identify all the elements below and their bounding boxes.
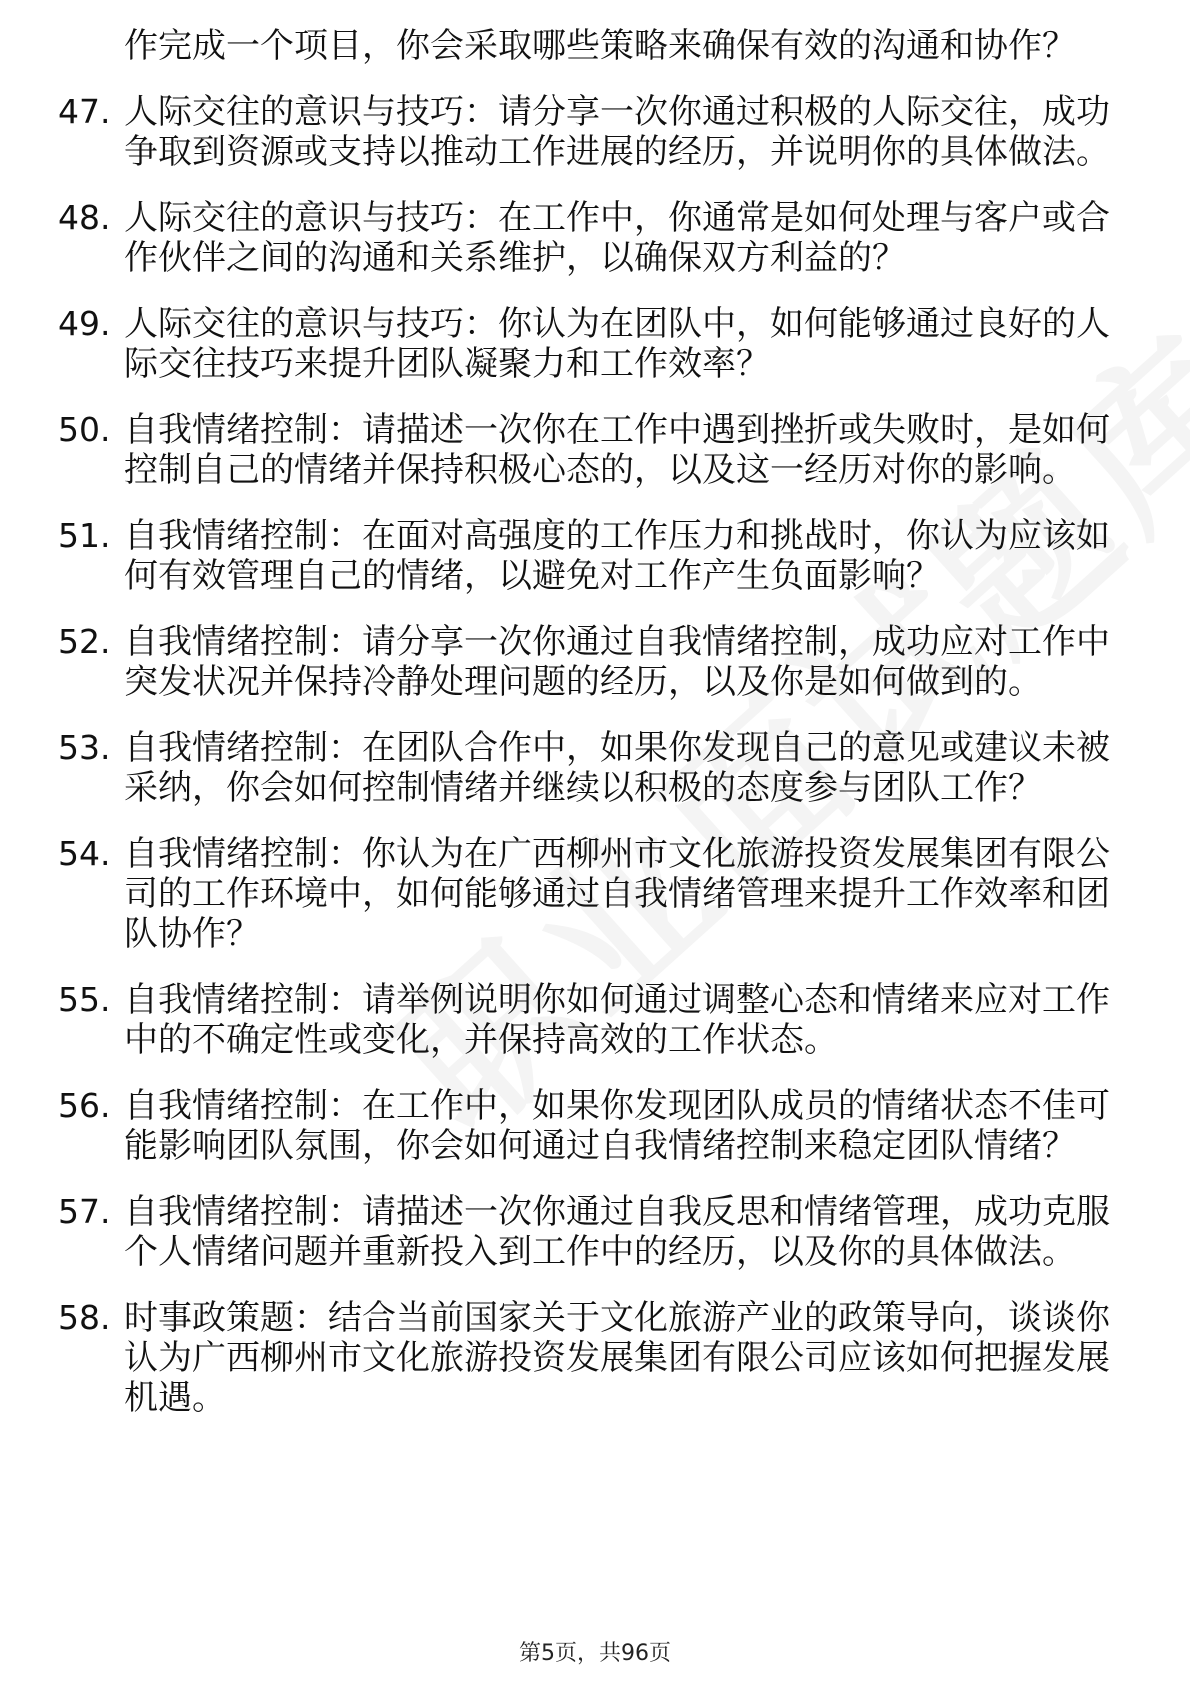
item-text: 自我情绪控制：请分享一次你通过自我情绪控制，成功应对工作中突发状况并保持冷静处理问题的经历，以及你是如何做到的。 [124, 622, 1110, 702]
list-item [58, 1192, 1118, 1272]
item-number: 50. [58, 410, 111, 449]
item-number: 55. [58, 980, 111, 1019]
item-number: 47. [58, 92, 111, 131]
item-number: 49. [58, 304, 111, 343]
item-text: 人际交往的意识与技巧：请分享一次你通过积极的人际交往，成功争取到资源或支持以推动工作进展的经历，并说明你的具体做法。 [124, 92, 1110, 172]
continuation-text: 作完成一个项目，你会采取哪些策略来确保有效的沟通和协作？ [124, 26, 1076, 66]
item-text: 自我情绪控制：请举例说明你如何通过调整心态和情绪来应对工作中的不确定性或变化，并保持高效的工作状态。 [124, 980, 1110, 1060]
list-item [58, 410, 1118, 490]
item-text: 自我情绪控制：请描述一次你在工作中遇到挫折或失败时，是如何控制自己的情绪并保持积极心态的，以及这一经历对你的影响。 [124, 410, 1110, 490]
list-item [58, 728, 1118, 808]
item-text: 人际交往的意识与技巧：你认为在团队中，如何能够通过良好的人际交往技巧来提升团队凝聚力和工作效率？ [124, 304, 1110, 384]
list-item [58, 980, 1118, 1060]
item-number: 52. [58, 622, 111, 661]
question-list [58, 26, 1118, 1444]
item-number: 48. [58, 198, 111, 237]
item-number: 57. [58, 1192, 111, 1231]
list-item [58, 92, 1118, 172]
list-item [58, 1086, 1118, 1166]
item-text: 人际交往的意识与技巧：在工作中，你通常是如何处理与客户或合作伙伴之间的沟通和关系维护，以确保双方利益的？ [124, 198, 1110, 278]
item-text: 时事政策题：结合当前国家关于文化旅游产业的政策导向，谈谈你认为广西柳州市文化旅游投资发展集团有限公司应该如何把握发展机遇。 [124, 1298, 1110, 1418]
list-item [58, 198, 1118, 278]
list-item [58, 834, 1118, 954]
item-number: 54. [58, 834, 111, 873]
item-text: 自我情绪控制：你认为在广西柳州市文化旅游投资发展集团有限公司的工作环境中，如何能够通过自我情绪管理来提升工作效率和团队协作？ [124, 834, 1110, 954]
item-number: 56. [58, 1086, 111, 1125]
list-item [58, 304, 1118, 384]
item-text: 自我情绪控制：在工作中，如果你发现团队成员的情绪状态不佳可能影响团队氛围，你会如何通过自我情绪控制来稳定团队情绪？ [124, 1086, 1110, 1166]
list-item [58, 622, 1118, 702]
item-number: 58. [58, 1298, 111, 1337]
item-text: 自我情绪控制：在团队合作中，如果你发现自己的意见或建议未被采纳，你会如何控制情绪并继续以积极的态度参与团队工作？ [124, 728, 1110, 808]
list-item [58, 1298, 1118, 1418]
item-text: 自我情绪控制：请描述一次你通过自我反思和情绪管理，成功克服个人情绪问题并重新投入到工作中的经历，以及你的具体做法。 [124, 1192, 1110, 1272]
item-number: 51. [58, 516, 111, 555]
item-text: 自我情绪控制：在面对高强度的工作压力和挑战时，你认为应该如何有效管理自己的情绪，以避免对工作产生负面影响？ [124, 516, 1110, 596]
item-number: 53. [58, 728, 111, 767]
list-item [58, 516, 1118, 596]
page-footer: 第5页，共96页 [519, 1641, 671, 1666]
